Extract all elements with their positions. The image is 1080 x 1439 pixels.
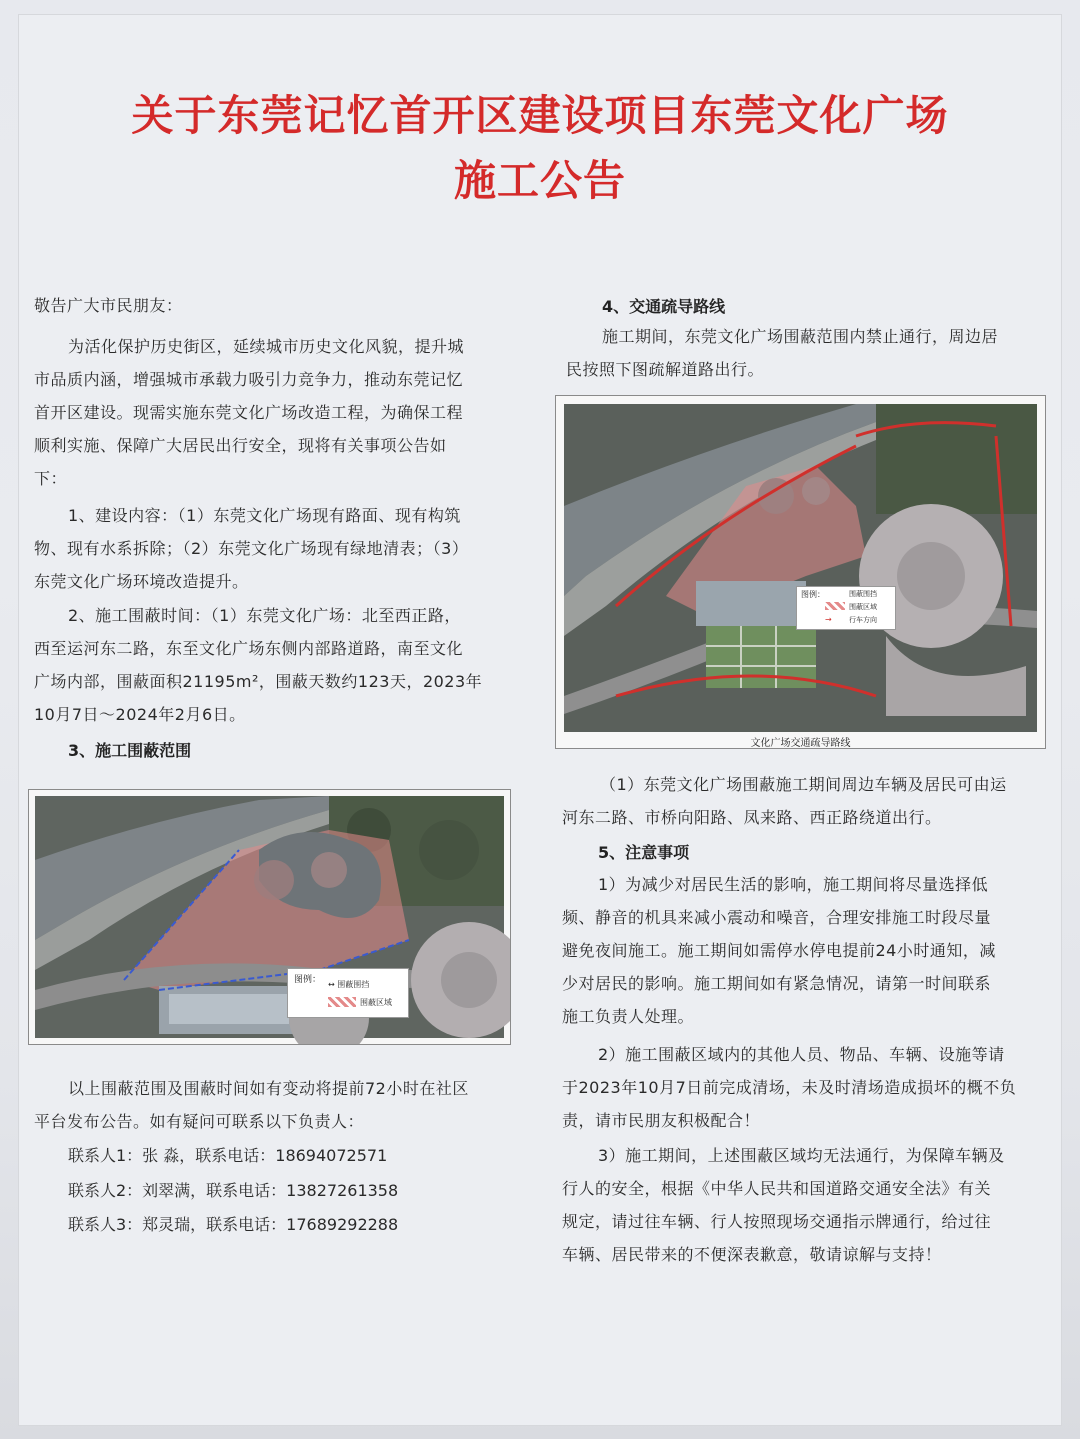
enclosure-aerial-photo [29,790,510,1044]
section-traffic-heading: 4、交通疏导路线 [602,297,726,316]
detour-paragraph: （1）东莞文化广场围蔽施工期间周边车辆及居民可由运 河东二路、市桥向阳路、凤来路、西正路绕道出行。 [562,775,1007,827]
contact-2: 联系人2：刘翠满，联系电话：13827261358 [68,1181,399,1200]
note-3: 3）施工期间，上述围蔽区域均无法通行，为保障车辆及 行人的安全，根据《中华人民共和国道路交通安全法》有关 规定，请过往车辆、行人按照现场交通指示牌通行，给过往 车辆、居民带来的不便深表歉意，敬请谅解与支持！ [562,1146,1005,1264]
change-notice: 以上围蔽范围及围蔽时间如有变动将提前72小时在社区 平台发布公告。如有疑问可联系以下负责人： [34,1079,469,1131]
map1-legend: 图例： ↔ 围蔽围挡 围蔽区域 [287,968,409,1018]
legend2-zone-swatch [825,602,845,610]
section-construction-content: 1、建设内容：（1）东莞文化广场现有路面、现有构筑 物、现有水系拆除；（2）东莞文化广场现有绿地清表；（3） 东莞文化广场环境改造提升。 [34,506,469,591]
notice-title: 关于东莞记忆首开区建设项目东莞文化广场 [131,91,949,140]
note-1: 1）为减少对居民生活的影响，施工期间将尽量选择低 频、静音的机具来减小震动和噪音，合理安排施工时段尽量 避免夜间施工。施工期间如需停水停电提前24小时通知，减 少对居民的影响。施工期间如有紧急情况，请第一时间联系 施工负责人处理。 [562,875,996,1026]
note-2: 2）施工围蔽区域内的其他人员、物品、车辆、设施等请 于2023年10月7日前完成清场，未及时清场造成损坏的概不负 责，请市民朋友积极配合！ [562,1045,1017,1130]
section-notes-heading: 5、注意事项 [598,843,690,862]
contact-3: 联系人3：郑灵瑞，联系电话：17689292288 [68,1215,399,1234]
traffic-paragraph: 施工期间，东莞文化广场围蔽范围内禁止通行，周边居 民按照下图疏解道路出行。 [566,327,999,379]
legend-arrow-icon: → [825,615,832,624]
traffic-route-map [555,395,1046,749]
section-enclosure-time: 2、施工围蔽时间：（1）东莞文化广场：北至西正路， 西至运河东二路，东至文化广场东侧内部路道路，南至文化 广场内部，围蔽面积21195m²，围蔽天数约123天，2023年 10月7日～2024年2月6日。 [34,606,483,724]
greeting: 敬告广大市民朋友： [34,296,183,315]
contact-1: 联系人1：张 淼，联系电话：18694072571 [68,1146,388,1165]
enclosure-range-map [28,789,511,1045]
map2-legend: 图例： 围蔽围挡 围蔽区域 → 行车方向 [796,586,896,630]
intro-paragraph: 为活化保护历史街区，延续城市历史文化风貌，提升城 市品质内涵，增强城市承载力吸引力竞争力，推动东莞记忆 首开区建设。现需实施东莞文化广场改造工程，为确保工程 顺利实施、保障广大居民出行安全，现将有关事项公告如 下： [34,337,465,488]
traffic-map-caption: 文化广场交通疏导路线 [750,738,851,749]
traffic-aerial-photo [556,396,1045,732]
section-enclosure-range-heading: 3、施工围蔽范围 [68,741,192,760]
legend-zone-swatch [328,997,356,1007]
notice-subtitle: 施工公告 [453,156,626,205]
